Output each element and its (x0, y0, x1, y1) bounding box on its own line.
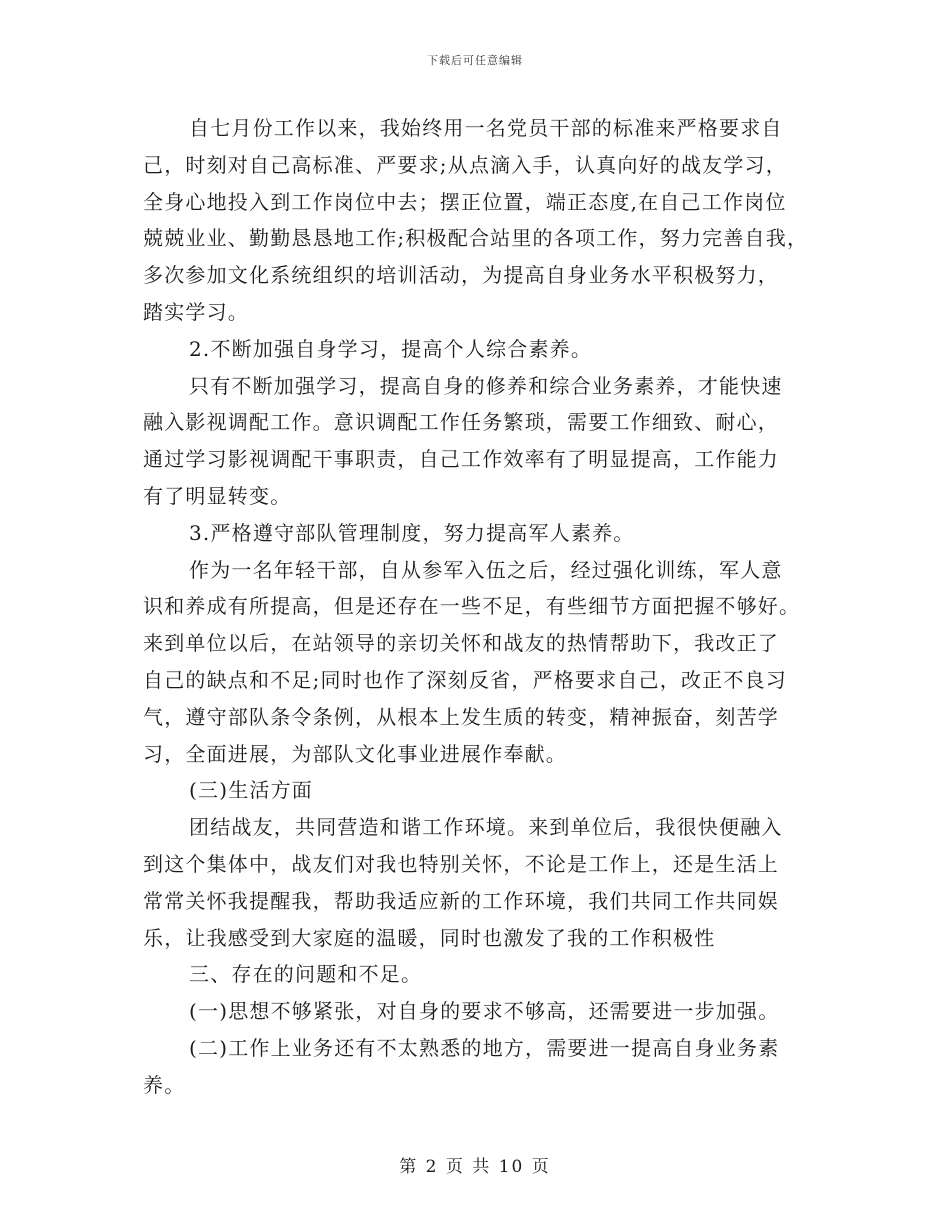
text-line: 识和养成有所提高，但是还存在一些不足，有些细节方面把握不够好。 (143, 594, 801, 619)
text-line: 养。 (143, 1072, 186, 1097)
text-line: 融入影视调配工作。意识调配工作任务繁琐，需要工作细致、耐心， (143, 410, 779, 435)
page-footer: 第 2 页 共 10 页 (399, 1157, 551, 1177)
text-line: 常常关怀我提醒我，帮助我适应新的工作环境，我们共同工作共同娱 (143, 888, 779, 913)
text-line: 团结战友，共同营造和谐工作环境。来到单位后，我很快便融入 (189, 815, 783, 840)
text-line: 自己的缺点和不足;同时也作了深刻反省，严格要求自己，改正不良习 (143, 667, 787, 692)
text-line: 有了明显转变。 (143, 483, 292, 508)
text-line: 三、存在的问题和不足。 (189, 962, 423, 987)
page-header: 下载后可任意编辑 (427, 54, 523, 67)
text-line: (三)生活方面 (189, 778, 314, 803)
document-body (143, 110, 815, 1104)
text-line: 作为一名年轻干部，自从参军入伍之后，经过强化训练，军人意 (189, 557, 783, 582)
text-line: 兢兢业业、勤勤恳恳地工作;积极配合站里的各项工作，努力完善自我， (143, 226, 809, 251)
text-line: 来到单位以后，在站领导的亲切关怀和战友的热情帮助下，我改正了 (143, 631, 779, 656)
text-line: (二)工作上业务还有不太熟悉的地方，需要进一提高自身业务素 (189, 1035, 780, 1060)
text-line: (一)思想不够紧张，对自身的要求不够高，还需要进一步加强。 (189, 999, 780, 1024)
text-line: 只有不断加强学习，提高自身的修养和综合业务素养，才能快速 (189, 373, 783, 398)
text-line: 3.严格遵守部队管理制度，努力提高军人素养。 (189, 520, 635, 545)
text-line: 习，全面进展，为部队文化事业进展作奉献。 (143, 741, 567, 766)
text-line: 多次参加文化系统组织的培训活动，为提高自身业务水平积极努力， (143, 263, 779, 288)
text-line: 踏实学习。 (143, 299, 249, 324)
text-line: 到这个集体中，战友们对我也特别关怀，不论是工作上，还是生活上 (143, 851, 779, 876)
text-line: 乐，让我感受到大家庭的温暖，同时也激发了我的工作积极性 (143, 925, 716, 950)
text-line: 全身心地投入到工作岗位中去；摆正位置，端正态度,在自己工作岗位 (143, 189, 787, 214)
text-line: 己，时刻对自己高标准、严要求;从点滴入手，认真向好的战友学习， (143, 152, 787, 177)
text-line: 通过学习影视调配干事职责，自己工作效率有了明显提高，工作能力 (143, 447, 779, 472)
text-line: 2.不断加强自身学习，提高个人综合素养。 (189, 336, 593, 361)
text-line: 自七月份工作以来，我始终用一名党员干部的标准来严格要求自 (189, 116, 783, 140)
text-line: 气，遵守部队条令条例，从根本上发生质的转变，精神振奋，刻苦学 (143, 704, 779, 729)
